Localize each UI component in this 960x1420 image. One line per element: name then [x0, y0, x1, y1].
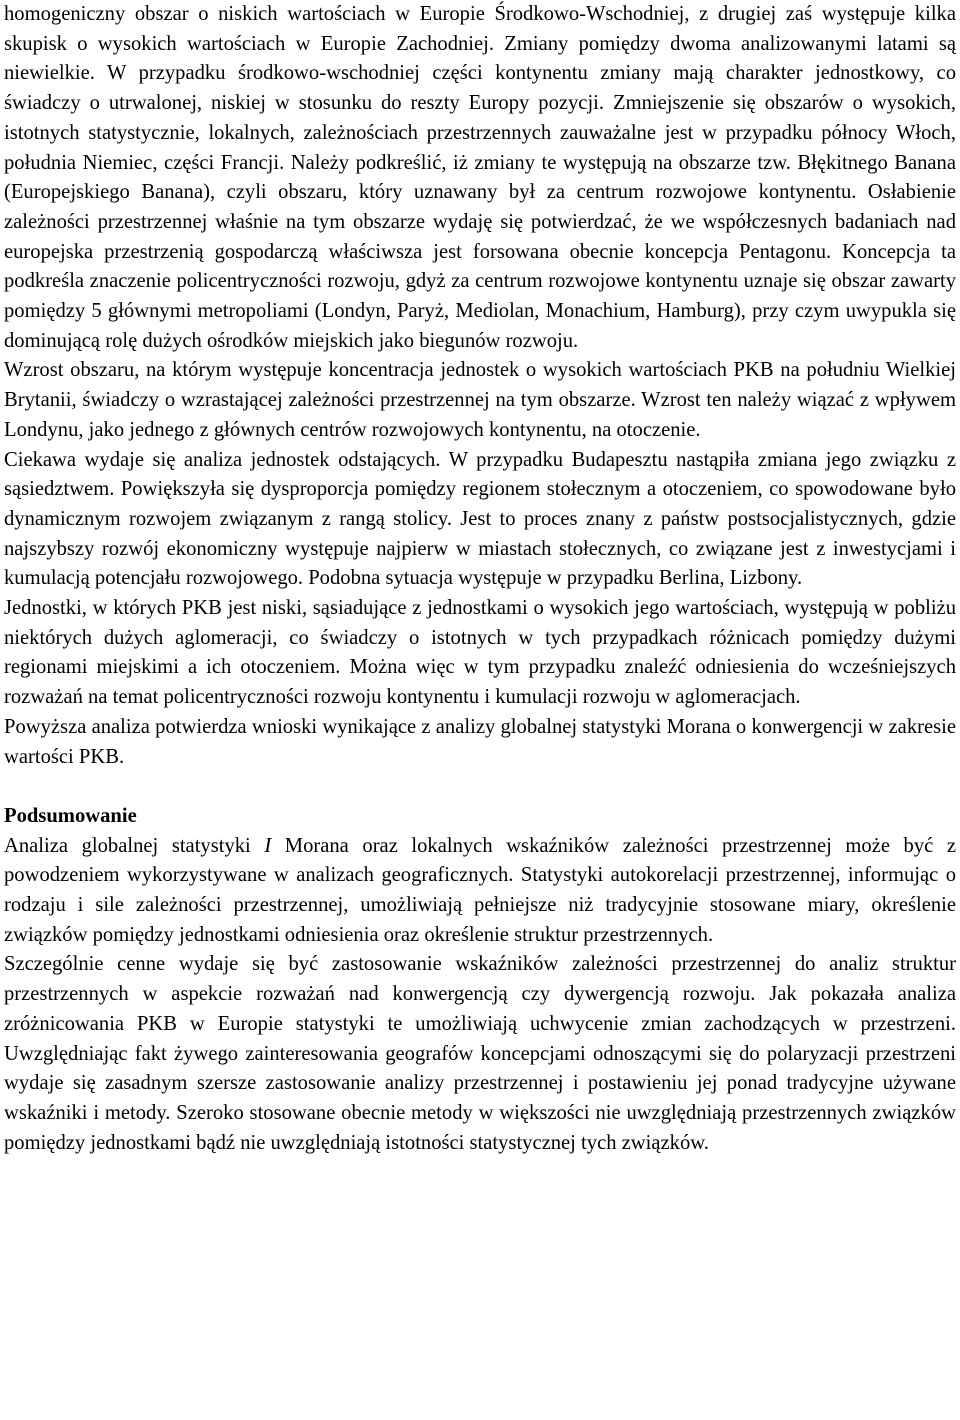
summary-1-text-after: Morana oraz lokalnych wskaźników zależności przestrzennej może być z powodzeniem wykorzystywane w analizach geograficznych. Statystyki autokorelacji przestrzennej, informując o rodzaju i sile zależności przestrzennej, umożliwiają pełniejsze niż tradycyjnie stosowane miary, określenie związków pomiędzy jednostkami odniesienia oraz określenie struktur przestrzennych. — [4, 834, 956, 946]
paragraph-summary-1 — [4, 832, 956, 951]
paragraph-great-britain: Wzrost obszaru, na którym występuje koncentracja jednostek o wysokich wartościach PKB na południu Wielkiej Brytanii, świadczy o wzrastającej zależności przestrzennej na tym obszarze. Wzrost ten należy wiązać z wpływem Londynu, jako jednego z głównych centrów rozwojowych kontynentu, na otoczenie. — [4, 359, 956, 441]
summary-1-text-before: Analiza globalnej statystyki — [4, 834, 265, 857]
paragraph-conclusion: Powyższa analiza potwierdza wnioski wynikające z analizy globalnej statystyki Morana o konwergencji w zakresie wartości PKB. — [4, 715, 956, 768]
paragraph-outliers: Ciekawa wydaje się analiza jednostek odstających. W przypadku Budapesztu nastąpiła zmiana jego związku z sąsiedztwem. Powiększyła się dysproporcja pomiędzy regionem stołecznym a otoczeniem, co spowodowane było dynamicznym rozwojem związanym z rangą stolicy. Jest to proces znany z państw postsocjalistycznych, gdzie najszybszy rozwój ekonomiczny występuje najpierw w miastach stołecznych, co związane jest z inwestycjami i kumulacją potencjału rozwojowego. Podobna sytuacja występuje w przypadku Berlina, Lizbony. — [4, 448, 956, 590]
document-page — [4, 0, 956, 1158]
paragraph-regional-changes: homogeniczny obszar o niskich wartościach w Europie Środkowo-Wschodniej, z drugiej zaś występuje kilka skupisk o wysokich wartościach w Europie Zachodniej. Zmiany pomiędzy dwoma analizowanymi latami są niewielkie. W przypadku środkowo-wschodniej części kontynentu zmiany mają charakter jednostkowy, co świadczy o utrwalonej, niskiej w stosunku do reszty Europy pozycji. Zmniejszenie się obszarów o wysokich, istotnych statystycznie, lokalnych, zależnościach przestrzennych zauważalne jest w przypadku północy Włoch, południa Niemiec, części Francji. Należy podkreślić, iż zmiany te występują na obszarze tzw. Błękitnego Banana (Europejskiego Banana), czyli obszaru, który uznawany był za centrum rozwojowe kontynentu. Osłabienie zależności przestrzennej właśnie na tym obszarze wydaję się potwierdzać, że we współczesnych badaniach nad europejska przestrzenią gospodarczą właściwsza jest forsowana obecnie koncepcja Pentagonu. Koncepcja ta podkreśla znaczenie policentryczności rozwoju, gdyż za centrum rozwojowe kontynentu uznaje się obszar zawarty pomiędzy 5 głównymi metropoliami (Londyn, Paryż, Mediolan, Monachium, Hamburg), przy czym uwypukla się dominującą rolę dużych ośrodków miejskich jako biegunów rozwoju. — [4, 3, 956, 352]
section-heading-summary: Podsumowanie — [4, 804, 137, 827]
paragraph-summary-2: Szczególnie cenne wydaje się być zastosowanie wskaźników zależności przestrzennej do analiz struktur przestrzennych w aspekcie rozważań nad konwergencją czy dywergencją rozwoju. Jak pokazała analiza zróżnicowania PKB w Europie statystyki te umożliwiają uchwycenie zmian zachodzących w przestrzeni. Uwzględniając fakt żywego zainteresowania geografów koncepcjami odnoszącymi się do polaryzacji przestrzeni wydaje się zasadnym szersze zastosowanie analizy przestrzennej i postawieniu jej ponad tradycyjne używane wskaźniki i metody. Szeroko stosowane obecnie metody w większości nie uwzględniają przestrzennych związków pomiędzy jednostkami bądź nie uwzględniają istotności statystycznej tych związków. — [4, 953, 956, 1154]
paragraph-low-gdp-units: Jednostki, w których PKB jest niski, sąsiadujące z jednostkami o wysokich jego wartościach, występują w pobliżu niektórych dużych aglomeracji, co świadczy o istotnych w tych przypadkach różnicach pomiędzy dużymi regionami miejskimi a ich otoczeniem. Można więc w tym przypadku znaleźć odniesienia do wcześniejszych rozważań na temat policentryczności rozwoju kontynentu i kumulacji rozwoju w aglomeracjach. — [4, 597, 956, 709]
summary-1-italic-symbol: I — [264, 834, 272, 857]
section-gap — [4, 772, 956, 802]
